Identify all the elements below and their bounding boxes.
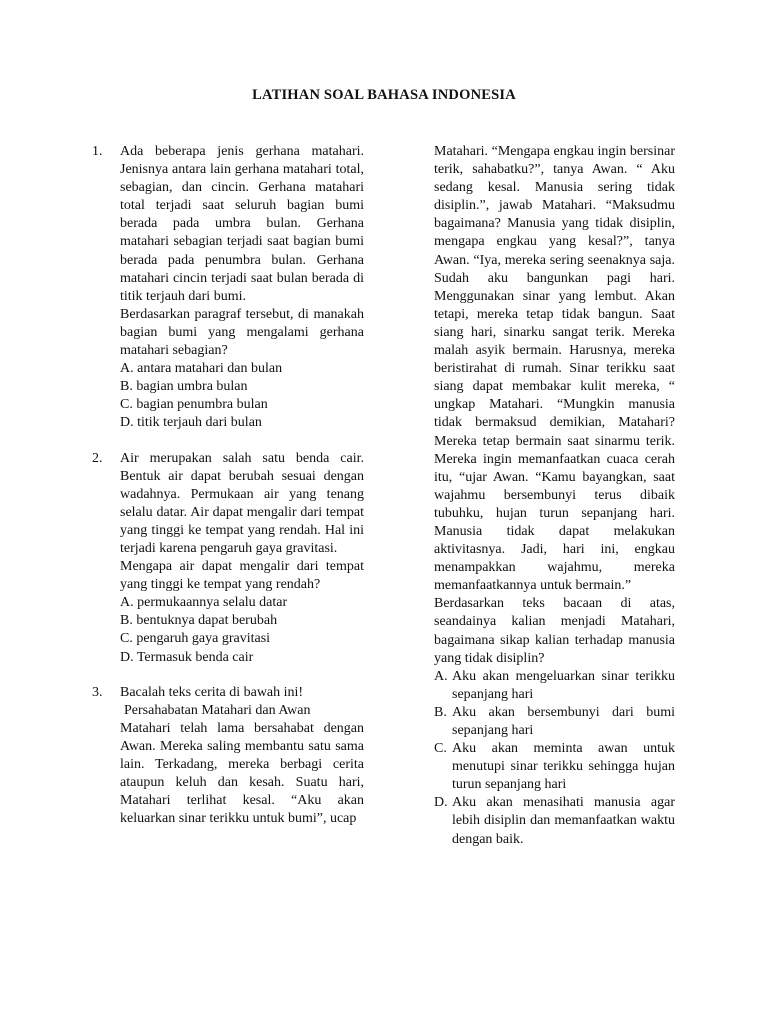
question-2 — [92, 450, 364, 667]
question-1 — [92, 143, 364, 433]
right-column — [434, 143, 675, 849]
answer-option[interactable] — [434, 668, 675, 704]
option-text: Aku akan menasihati manusia agar lebih disiplin dan memanfaatkan waktu dengan baik. — [452, 795, 675, 847]
left-column — [92, 143, 364, 828]
question-number: 2. — [92, 450, 103, 466]
option-letter: D. — [434, 795, 448, 811]
story-title: Persahabatan Matahari dan Awan — [124, 702, 311, 718]
answer-option[interactable]: B. bentuknya dapat berubah — [120, 613, 278, 629]
answer-option[interactable]: D. Termasuk benda cair — [120, 649, 254, 665]
question-number: 3. — [92, 684, 103, 700]
option-text: Aku akan meminta awan untuk menutupi sinar terikku sehingga hujan turun sepanjang hari — [452, 741, 675, 793]
option-text: Aku akan mengeluarkan sinar terikku sepanjang hari — [452, 668, 675, 702]
answer-option[interactable]: A. permukaannya selalu datar — [120, 595, 288, 611]
question-intro: Bacalah teks cerita di bawah ini! — [120, 684, 304, 700]
question-passage: Air merupakan salah satu benda cair. Bentuk air dapat berubah sesuai dengan wadahnya. Permukaan air yang tenang selalu datar. Air dapat mengalir dari tempat yang tinggi ke tempat yang rendah. Hal ini terjadi karena pengaruh gaya gravitasi. — [120, 450, 364, 556]
answer-option[interactable]: A. antara matahari dan bulan — [120, 361, 283, 377]
option-letter: B. — [434, 704, 447, 720]
option-letter: C. — [434, 741, 447, 757]
answer-option[interactable]: C. bagian penumbra bulan — [120, 397, 268, 413]
question-prompt: Berdasarkan paragraf tersebut, di manakah bagian bumi yang mengalami gerhana matahari sebagian? — [120, 306, 364, 359]
question-passage: Ada beberapa jenis gerhana matahari. Jenisnya antara lain gerhana matahari total, sebagian, dan cincin. Gerhana matahari total terjadi saat seluruh bagian bumi berada pada umbra bulan. Gerhana matahari sebagian terjadi saat bagian bumi berada pada penumbra bulan. Gerhana matahari cincin terjadi saat bulan berada di titik terjauh dari bumi. — [120, 144, 364, 304]
story-text-part-1: Matahari telah lama bersahabat dengan Awan. Mereka saling membantu satu sama lain. Terkadang, mereka berbagi cerita ataupun keluh dan kesah. Suatu hari, Matahari terlihat kesal. “Aku akan keluarkan sinar terikku untuk bumi”, ucap — [120, 720, 364, 827]
answer-option[interactable] — [434, 704, 675, 740]
story-text-part-2: Matahari. “Mengapa engkau ingin bersinar terik, sahabatku?”, tanya Awan. “ Aku sedang kesal. Manusia sering tidak disiplin.”, jawab Matahari. “Maksudmu bagaimana? Manusia yang tidak disiplin, mengapa engkau yang kesal?”, tanya Awan. “Iya, mereka sering seenaknya saja. Sudah aku bangunkan pagi hari. Menggunakan sinar yang lembut. Akan tetapi, mereka tetap tidak bangun. Saat siang hari, sinarku sangat terik. Mereka malah asyik bermain. Harusnya, mereka beristirahat di rumah. Sinar terikku saat siang dapat membakar kulit mereka, “ ungkap Matahari. “Mungkin manusia tidak bermaksud demikian, Matahari? Mereka tetap bermain saat sinarmu terik. Mereka ingin memanfaatkan cuaca cerah itu, “ujar Awan. “Kamu bayangkan, saat wajahmu bersembunyi terus dibaik tubuhku, hujan turun sepanjang hari. Manusia tidak dapat melakukan aktivitasnya. Jadi, hari ini, engkau menampakkan wajahmu, mereka memanfaatkannya untuk bermain.” — [434, 144, 675, 594]
page-title: LATIHAN SOAL BAHASA INDONESIA — [252, 87, 516, 103]
question-3 — [92, 684, 364, 829]
question-number: 1. — [92, 144, 103, 159]
question-prompt: Mengapa air dapat mengalir dari tempat yang tinggi ke tempat yang rendah? — [120, 559, 364, 593]
answer-option[interactable]: B. bagian umbra bulan — [120, 379, 248, 395]
answer-option[interactable]: C. pengaruh gaya gravitasi — [120, 631, 271, 647]
option-text: Aku akan bersembunyi dari bumi sepanjang hari — [452, 704, 675, 738]
answer-option[interactable] — [434, 794, 675, 848]
answer-option[interactable]: D. titik terjauh dari bulan — [120, 415, 262, 431]
question-prompt: Berdasarkan teks bacaan di atas, seandainya kalian menjadi Matahari, bagaimana sikap kalian terhadap manusia yang tidak disiplin? — [434, 596, 675, 666]
answer-option[interactable] — [434, 740, 675, 794]
option-letter: A. — [434, 668, 448, 684]
